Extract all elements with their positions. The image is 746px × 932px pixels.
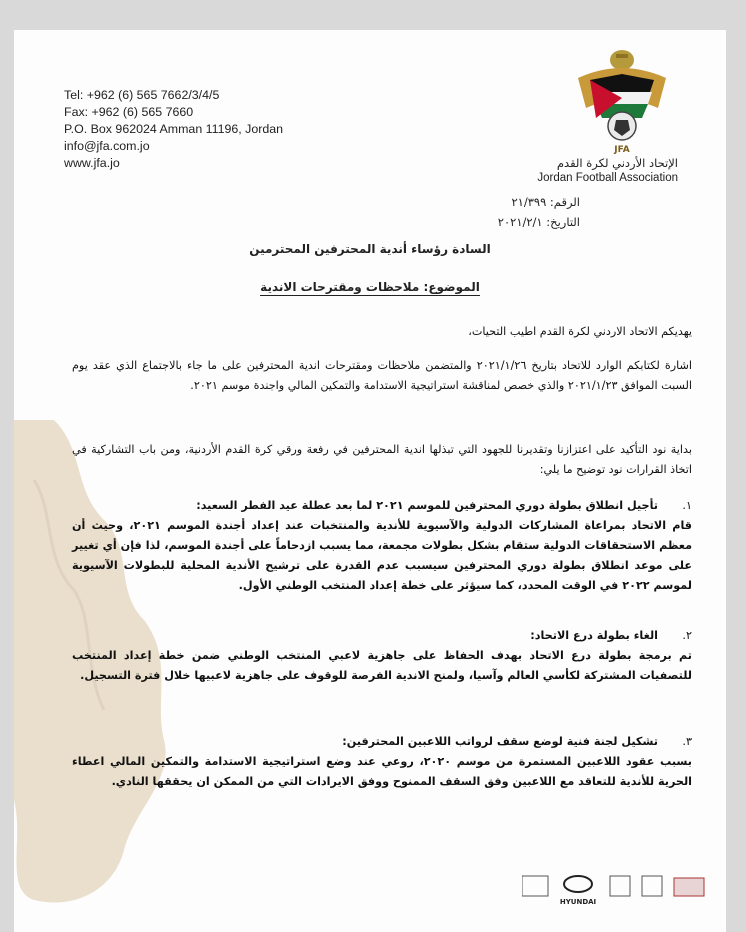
subject-line [14, 280, 726, 294]
list-item-title: تأجيل انطلاق بطولة دوري المحترفين للموسم ٢٠٢١ لما بعد عطلة عيد الفطر السعيد: [196, 499, 658, 512]
list-item-number: ٢. [682, 629, 692, 642]
list-item-text: تم برمجة بطولة درع الاتحاد بهدف الحفاظ على جاهزية لاعبي المنتخب الوطني ضمن خطة إعداد المنتخب للتصفيات المشتركة لكأسي العالم وآسيا، ولمنح الاندية الفرصة للوقوف على جاهزية لاعبيها خلال فترة التسجيل. [72, 649, 692, 682]
sponsor-logo-5 [674, 878, 704, 896]
list-item-text: قام الاتحاد بمراعاة المشاركات الدولية والآسيوية للأندية والمنتخبات عند إعداد أجندة الموسم ٢٠٢١، وحيث أن معظم الاستحقاقات الدولية ستقام بشكل بطولات مجمعة، مما يسبب ازدحاماً على أجندة الموسم، لذا فإن أي تغيير على موعد انطلاق بطولة دوري المحترفين سيسبب عدم القدرة على ترشيح الأندية المحلية للبطولات الآسيوية لموسم ٢٠٢٢ في الوقت المحدد، كما سيؤثر على خطة إعداد المنتخب الوطني الأول. [72, 519, 692, 592]
contact-email: info@jfa.com.jo [64, 139, 150, 153]
sponsor-logos [522, 862, 712, 912]
hyundai-text: HYUNDAI [559, 898, 597, 906]
list-item-number: ١. [682, 499, 692, 512]
list-item-text: بسبب عقود اللاعبين المستمرة من موسم ٢٠٢٠، روعي عند وضع استراتيجية الاستدامة والتمكين المالي اعطاء الحرية للأندية للتعاقد مع اللاعبين وفق السقف الممنوح ووفق الايرادات التي من الممكن ان يحققها النادي. [72, 755, 692, 788]
list-item-number: ٣. [682, 735, 692, 748]
contact-tel: Tel: +962 (6) 565 7662/3/4/5 [64, 88, 220, 102]
hyundai-logo [564, 876, 592, 892]
list-item [72, 626, 692, 686]
subject-text: الموضوع: ملاحظات ومقترحات الاندية [260, 280, 480, 294]
list-item [72, 496, 692, 596]
association-name-arabic: الإتحاد الأردني لكرة القدم [556, 156, 678, 170]
list-item-title: تشكيل لجنة فنية لوضع سقف لرواتب اللاعبين المحترفين: [342, 735, 658, 748]
jfa-logo [572, 48, 672, 158]
paragraph-1: اشارة لكتابكم الوارد للاتحاد بتاريخ ٢٠٢١/١/٢٦ والمتضمن ملاحظات ومقترحات اندية المحترفين على ما جاء بالاجتماع الذي عقد يوم السبت الموافق ٢٠٢١/١/٢٣ والذي خصص لمناقشة استراتيجية الاستدامة والتمكين المالي واجندة موسم ٢٠٢١. [72, 359, 692, 392]
contact-pobox: P.O. Box 962024 Amman 11196, Jordan [64, 122, 284, 136]
sponsor-logo-4 [642, 876, 662, 896]
sponsor-logo-3 [610, 876, 630, 896]
contact-block [64, 87, 283, 172]
letter-page [14, 30, 726, 932]
sponsor-logo-1 [522, 876, 548, 896]
contact-fax: Fax: +962 (6) 565 7660 [64, 105, 194, 119]
contact-web: www.jfa.jo [64, 156, 120, 170]
reference-block [498, 195, 580, 235]
reference-date: التاريخ: ٢٠٢١/٢/١ [497, 215, 580, 229]
association-name-english: Jordan Football Association [537, 172, 678, 184]
recipient-line: السادة رؤساء أندية المحترفين المحترمين [249, 242, 491, 256]
paragraph-2: بداية نود التأكيد على اعتزازنا وتقديرنا للجهود التي تبذلها اندية المحترفين في رفعة ورقي كرة القدم الأردنية، ومن باب التشاركية في اتخاذ القرارات نود توضيح ما يلي: [72, 443, 692, 476]
list-item-title: الغاء بطولة درع الاتحاد: [530, 629, 658, 642]
list-item [72, 732, 692, 792]
greeting: يهديكم الاتحاد الاردني لكرة القدم اطيب التحيات، [468, 325, 692, 338]
logo-text: JFA [614, 145, 630, 155]
reference-number: الرقم: ٢١/٣٩٩ [511, 195, 580, 209]
